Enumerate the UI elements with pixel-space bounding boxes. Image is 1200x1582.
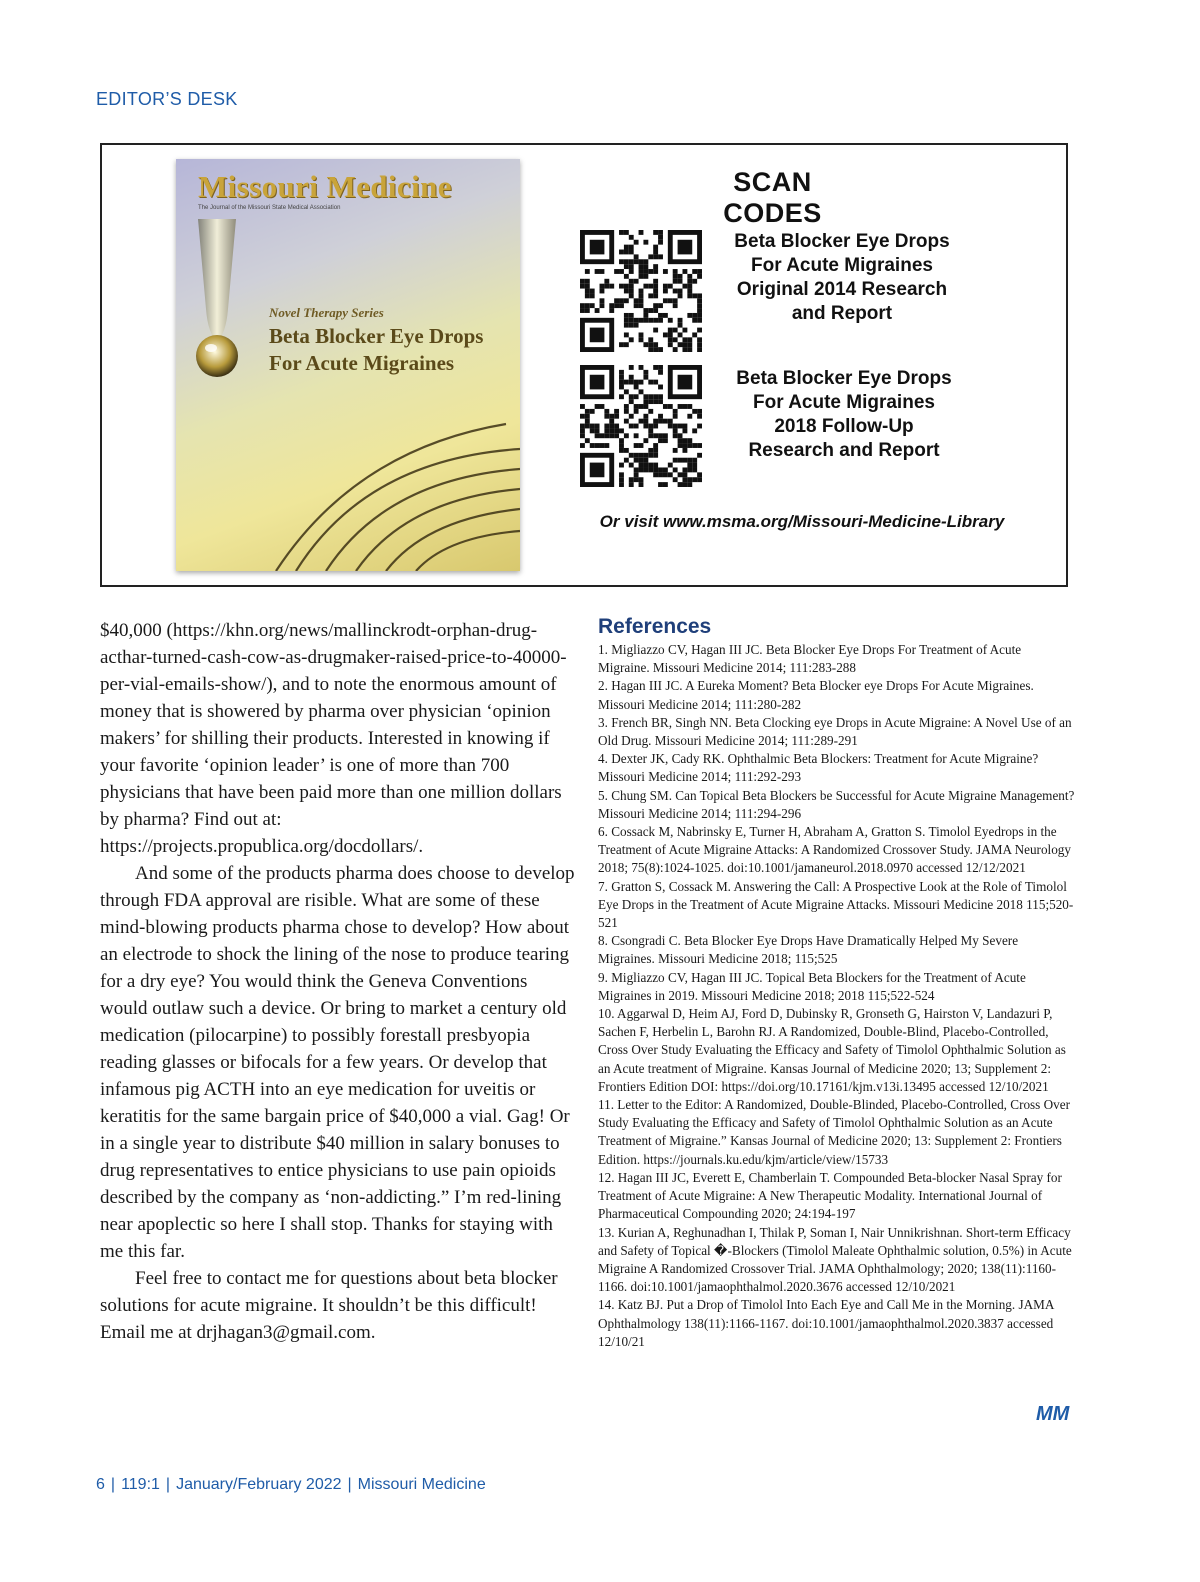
visit-library-link[interactable]: Or visit www.msma.org/Missouri-Medicine-Library bbox=[599, 512, 1005, 531]
reference-item: 9. Migliazzo CV, Hagan III JC. Topical Beta Blockers for the Treatment of Acute Migraines in 2019. Missouri Medicine 2018; 2018 115;522-524 bbox=[598, 969, 1026, 1003]
qr-caption-line: Research and Report bbox=[748, 440, 940, 461]
qr-caption-2018 bbox=[724, 367, 964, 463]
reference-item: 3. French BR, Singh NN. Beta Clocking eye Drops in Acute Migraine: A Novel Use of an Old Drug. Missouri Medicine 2014; 111:289-291 bbox=[598, 714, 1072, 749]
reference-item: 6. Cossack M, Nabrinsky E, Turner H, Abraham A, Gratton S. Timolol Eyedrops in the Treatment of Acute Migraine Attacks: A Randomized Crossover Study. JAMA Neurology 2018; 75(8):1024-1025. doi:10.1001/jamaneurol.2018.0970 accessed 12/12/2021 bbox=[598, 824, 1071, 876]
cover-subtitle: The Journal of the Missouri State Medical Association bbox=[198, 205, 341, 211]
references-section bbox=[598, 615, 1076, 1351]
reference-item: 10. Aggarwal D, Heim AJ, Ford D, Dubinsky R, Gronseth G, Hairston V, Landazuri P, Sachen F, Herbelin L, Barohn RJ. A Randomized, Double-Blind, Placebo-Controlled, Cross Over Study Evaluating the Efficacy and Safety of Timolol Ophthalmic Solution as an Acute treatment of Migraine. Kansas Journal of Medicine 2020; 13; Supplement 2: Frontiers Edition DOI: https://doi.org/10.17161/kjm.v13i.13495 accessed 12/10/2021 bbox=[598, 1006, 1066, 1094]
qr-caption-line: For Acute Migraines bbox=[751, 255, 933, 276]
cover-title: Missouri Medicine bbox=[198, 169, 452, 204]
reference-item: 12. Hagan III JC, Everett E, Chamberlain T. Compounded Beta-blocker Nasal Spray for Treatment of Acute Migraine: A New Therapeutic Modality. International Journal of Pharmaceutical Compounding 2020; 24:194-197 bbox=[598, 1169, 1062, 1222]
page-number: 6 bbox=[96, 1476, 105, 1493]
article-body bbox=[100, 617, 578, 1346]
references-heading: References bbox=[598, 615, 712, 638]
reference-item: 4. Dexter JK, Cady RK. Ophthalmic Beta Blockers: Treatment for Acute Migraine? Missouri Medicine 2014; 111:292-293 bbox=[598, 751, 1039, 785]
issue-date: January/February 2022 bbox=[176, 1476, 342, 1493]
qr-caption-line: Beta Blocker Eye Drops bbox=[736, 368, 952, 389]
qr-code-icon[interactable] bbox=[580, 365, 702, 487]
reference-item: 8. Csongradi C. Beta Blocker Eye Drops Have Dramatically Helped My Severe Migraines. Missouri Medicine 2018; 115;525 bbox=[598, 933, 1019, 967]
reference-item: 5. Chung SM. Can Topical Beta Blockers be Successful for Acute Migraine Management? Missouri Medicine 2014; 111:294-296 bbox=[598, 787, 1075, 821]
cover-headline-line: Beta Blocker Eye Drops bbox=[269, 324, 484, 348]
qr-code-icon[interactable] bbox=[580, 230, 702, 352]
body-paragraph: Feel free to contact me for questions about beta blocker solutions for acute migraine. It shouldn’t be this difficult! Email me at drjhagan3@gmail.com. bbox=[100, 1268, 558, 1343]
cover-headline bbox=[269, 323, 519, 377]
reference-item: 13. Kurian A, Reghunadhan I, Thilak P, Soman I, Nair Unnikrishnan. Short-term Efficacy and Safety of Topical �-Blockers (Timolol Maleate Ophthalmic solution, 0.5%) in Acute Migraine A Randomized Crossover Trial. JAMA Ophthalmology; 2020; 138(11):1160-1166. doi:10.1001/jamaophthalmol.2020.3676 accessed 12/10/2021 bbox=[598, 1224, 1072, 1295]
journal-name: Missouri Medicine bbox=[357, 1476, 486, 1493]
cover-series: Novel Therapy Series bbox=[269, 305, 384, 320]
end-mark: MM bbox=[1036, 1403, 1070, 1425]
body-paragraph: And some of the products pharma does choose to develop through FDA approval are risible. What are some of these mind-blowing products pharma chose to develop? How about an electrode to shock the lining of the nose to produce tearing for a dry eye? You would think the Geneva Conventions would outlaw such a device. Or bring to market a century old medication (pilocarpine) to possibly forestall presbyopia reading glasses or bifocals for a few years. Or develop that infamous pig ACTH into an eye medication for uveitis or keratitis for the same bargain price of $40,000 a vial. Gag! Or in a single year to distribute $40 million in salary bonuses to drug representatives to entice physicians to use pain opioids described by the company as ‘non-addicting.” I’m red-lining near apoplectic so here I shall stop. Thanks for staying with me this far. bbox=[100, 863, 575, 1262]
cover-headline-line: For Acute Migraines bbox=[269, 351, 455, 375]
qr-caption-2014 bbox=[722, 230, 962, 326]
reference-item: 7. Gratton S, Cossack M. Answering the Call: A Prospective Look at the Role of Timolol Eye Drops in the Treatment of Acute Migraine Attacks. Missouri Medicine 2018 115;520-521 bbox=[598, 878, 1074, 931]
qr-caption-line: Beta Blocker Eye Drops bbox=[734, 231, 950, 252]
journal-cover-image bbox=[176, 159, 520, 571]
section-label: EDITOR’S DESK bbox=[96, 89, 238, 109]
issue-number: 119:1 bbox=[121, 1476, 160, 1493]
scan-codes-title: SCAN CODES bbox=[723, 167, 822, 228]
reference-item: 14. Katz BJ. Put a Drop of Timolol Into Each Eye and Call Me in the Morning. JAMA Ophthalmology 138(11):1166-1167. doi:10.1001/jamaophthalmol.2020.3837 accessed 12/10/21 bbox=[598, 1297, 1054, 1349]
body-paragraph: $40,000 (https://khn.org/news/mallinckrodt-orphan-drug-acthar-turned-cash-cow-as-drugmaker-raised-price-to-40000-per-vial-emails-show/), and to note the enormous amount of money that is showered by pharma over physician ‘opinion makers’ for shilling their products. Interested in knowing if your favorite ‘opinion leader’ is one of more than 700 physicians that have been paid more than one million dollars by pharma? Find out at: https://projects.propublica.org/docdollars/. bbox=[100, 620, 567, 857]
qr-caption-line: Original 2014 Research bbox=[736, 279, 948, 300]
qr-caption-line: For Acute Migraines bbox=[753, 392, 935, 413]
page-footer: 6 | 119:1 | January/February 2022 | Missouri Medicine bbox=[96, 1476, 486, 1493]
reference-item: 1. Migliazzo CV, Hagan III JC. Beta Blocker Eye Drops For Treatment of Acute Migraine. Missouri Medicine 2014; 111:283-288 bbox=[598, 642, 1022, 676]
qr-caption-line: and Report bbox=[791, 303, 893, 324]
reference-item: 2. Hagan III JC. A Eureka Moment? Beta Blocker eye Drops For Acute Migraines. Missouri Medicine 2014; 111:280-282 bbox=[598, 678, 1034, 712]
qr-caption-line: 2018 Follow-Up bbox=[774, 416, 914, 437]
scan-codes-box bbox=[100, 143, 1068, 587]
reference-item: 11. Letter to the Editor: A Randomized, Double-Blinded, Placebo-Controlled, Cross Over Study Evaluating the Efficacy and Safety of Timolol Ophthalmic Solution as an Acute Treatment of Migraine.” Kansas Journal of Medicine 2020; 13: Supplement 2: Frontiers Edition. https://journals.ku.edu/kjm/article/view/15733 bbox=[598, 1097, 1070, 1167]
